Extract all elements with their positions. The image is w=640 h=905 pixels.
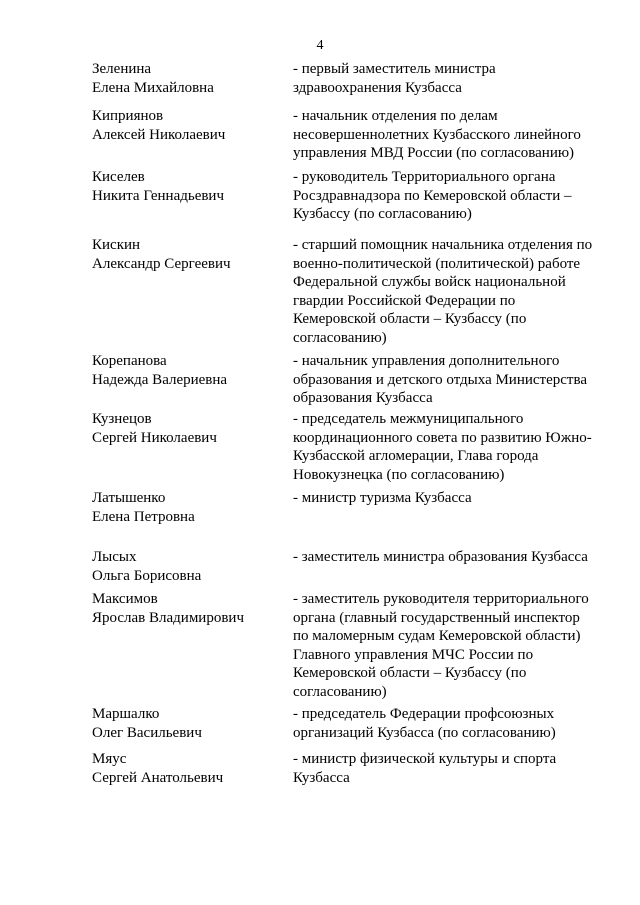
member-name — [92, 750, 282, 787]
member-given-names: Сергей Николаевич — [92, 429, 217, 446]
member-name — [92, 548, 282, 585]
member-role-line: согласованию) — [293, 683, 387, 700]
member-role-line: Кемеровской области – Кузбассу (по — [293, 311, 527, 327]
member-surname: Мяус — [92, 751, 127, 767]
member-surname: Зеленина — [92, 61, 152, 77]
member-role-line: согласованию) — [293, 329, 387, 346]
member-name — [92, 489, 282, 526]
member-role — [293, 168, 613, 224]
member-role-line: - руководитель Территориального органа — [293, 169, 556, 185]
member-role — [293, 489, 613, 508]
member-role — [293, 410, 613, 484]
member-role-line: - министр физической культуры и спорта — [293, 751, 557, 767]
member-role — [293, 107, 613, 163]
member-surname: Лысых — [92, 549, 137, 565]
member-surname: Кискин — [92, 237, 141, 253]
member-given-names: Ольга Борисовна — [92, 567, 202, 584]
member-surname: Латышенко — [92, 490, 166, 506]
member-role-line: здравоохранения Кузбасса — [293, 79, 462, 96]
member-given-names: Елена Петровна — [92, 508, 195, 525]
member-role — [293, 236, 613, 347]
member-name — [92, 590, 282, 627]
member-given-names: Надежда Валериевна — [92, 371, 228, 388]
member-surname: Киприянов — [92, 108, 164, 124]
member-surname: Корепанова — [92, 353, 167, 369]
member-role — [293, 60, 613, 97]
member-role-line: Росздравнадзора по Кемеровской области – — [293, 187, 572, 204]
member-name — [92, 410, 282, 447]
member-role — [293, 352, 613, 408]
member-role-line: Кузбасса — [293, 769, 350, 786]
member-role-line: - старший помощник начальника отделения по — [293, 237, 593, 253]
member-role-line: образования и детского отдыха Министерства — [293, 371, 588, 388]
member-role-line: военно-политической (политической) работе — [293, 255, 581, 272]
member-name — [92, 60, 282, 97]
member-role-line: управления МВД России (по согласованию) — [293, 145, 575, 161]
member-role-line: - начальник управления дополнительного — [293, 353, 560, 369]
member-role-line: - председатель межмуниципального — [293, 411, 524, 427]
member-role-line: образования Кузбасса — [293, 390, 433, 406]
member-name — [92, 705, 282, 742]
member-role-line: Новокузнецка (по согласованию) — [293, 466, 505, 483]
member-role-line: органа (главный государственный инспектор — [293, 609, 580, 626]
member-given-names: Алексей Николаевич — [92, 126, 226, 143]
member-given-names: Олег Васильевич — [92, 724, 202, 741]
member-name — [92, 352, 282, 389]
member-role-line: - начальник отделения по делам — [293, 108, 498, 124]
member-surname: Маршалко — [92, 706, 160, 722]
member-given-names: Никита Геннадьевич — [92, 187, 225, 204]
member-role-line: Главного управления МЧС России по — [293, 646, 534, 663]
member-role — [293, 750, 613, 787]
member-name — [92, 168, 282, 205]
member-role-line: Кузбассу (по согласованию) — [293, 206, 472, 222]
member-name — [92, 107, 282, 144]
member-role — [293, 705, 613, 742]
member-role-line: Федеральной службы войск национальной — [293, 274, 566, 290]
member-role-line: Кузбасской агломерации, Глава города — [293, 448, 539, 464]
member-given-names: Ярослав Владимирович — [92, 609, 244, 626]
member-role — [293, 548, 613, 567]
member-surname: Кузнецов — [92, 411, 152, 427]
member-name — [92, 236, 282, 273]
member-role — [293, 590, 613, 701]
member-role-line: - заместитель министра образования Кузбасса — [293, 549, 588, 565]
member-role-line: гвардии Российской Федерации по — [293, 292, 516, 309]
member-role-line: - первый заместитель министра — [293, 61, 496, 77]
member-role-line: координационного совета по развитию Южно- — [293, 429, 592, 446]
member-given-names: Сергей Анатольевич — [92, 769, 224, 786]
member-role-line: по маломерным судам Кемеровской области) — [293, 628, 581, 644]
member-role-line: организаций Кузбасса (по согласованию) — [293, 724, 556, 741]
member-given-names: Елена Михайловна — [92, 79, 214, 96]
member-given-names: Александр Сергеевич — [92, 255, 231, 272]
member-role-line: несовершеннолетних Кузбасского линейного — [293, 126, 581, 143]
member-role-line: - заместитель руководителя территориального — [293, 591, 589, 607]
member-role-line: Кемеровской области – Кузбассу (по — [293, 665, 527, 681]
member-role-line: - председатель Федерации профсоюзных — [293, 706, 555, 722]
member-surname: Максимов — [92, 591, 158, 607]
member-surname: Киселев — [92, 169, 145, 185]
member-role-line: - министр туризма Кузбасса — [293, 490, 472, 506]
page-number: 4 — [316, 38, 324, 53]
